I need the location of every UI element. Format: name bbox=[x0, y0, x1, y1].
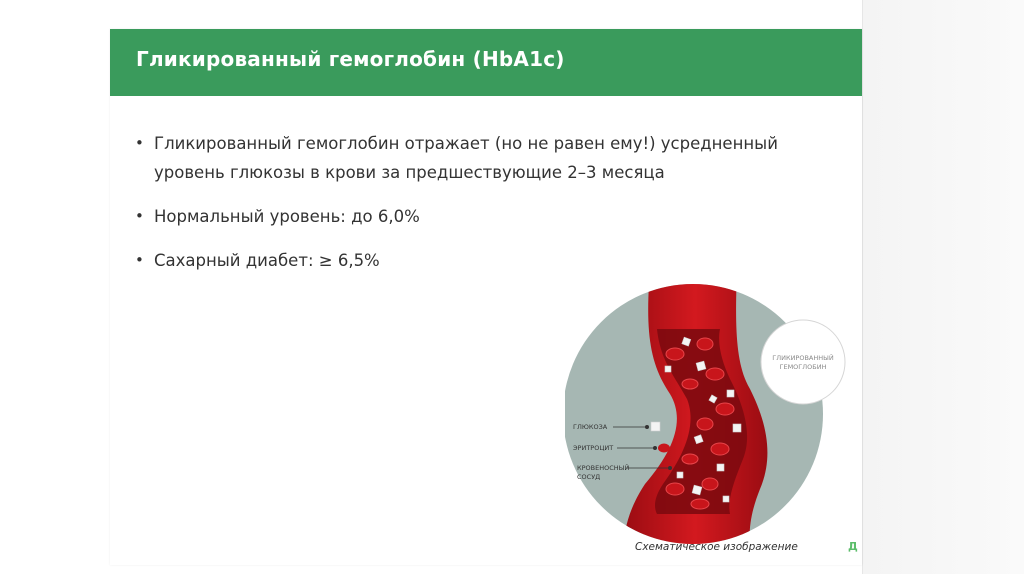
blood-vessel-svg bbox=[565, 274, 855, 564]
bullet-text: Сахарный диабет: ≥ 6,5% bbox=[154, 251, 380, 270]
bullet-text: Гликированный гемоглобин отражает (но не равен ему!) усредненный уровень глюкозы в крови за предшествующие 2–3 месяца bbox=[154, 134, 778, 182]
background-panel bbox=[862, 0, 1024, 574]
glucose-leader-dot bbox=[645, 425, 649, 429]
vessel-leader-dot bbox=[668, 466, 672, 470]
image-caption: Схематическое изображение bbox=[635, 541, 798, 553]
bullet-list bbox=[134, 129, 834, 290]
vessel-label-line2: СОСУД bbox=[577, 473, 601, 481]
callout-line1: ГЛИКИРОВАННЫЙ bbox=[772, 354, 834, 362]
slide-header bbox=[110, 29, 862, 96]
bullet-item bbox=[134, 129, 834, 187]
slide-title: Гликированный гемоглобин (HbA1c) bbox=[136, 47, 565, 71]
callout-bubble bbox=[761, 320, 845, 404]
callout-line2: ГЕМОГЛОБИН bbox=[779, 363, 827, 371]
bullet-marker: • bbox=[135, 251, 144, 269]
brand-logo-fragment: Д bbox=[848, 540, 858, 553]
glucose-icon bbox=[651, 422, 660, 431]
bullet-marker: • bbox=[135, 134, 144, 152]
blood-vessel-illustration bbox=[565, 274, 855, 564]
erythrocyte-label: ЭРИТРОЦИТ bbox=[573, 444, 614, 452]
erythrocyte-icon bbox=[658, 444, 670, 453]
bullet-marker: • bbox=[135, 207, 144, 225]
bullet-text: Нормальный уровень: до 6,0% bbox=[154, 207, 420, 226]
erythrocyte-leader-dot bbox=[653, 446, 657, 450]
bullet-item bbox=[134, 202, 834, 231]
vessel-label-line1: КРОВЕНОСНЫЙ bbox=[577, 464, 630, 472]
bullet-item bbox=[134, 246, 834, 275]
presentation-slide bbox=[110, 29, 862, 565]
glucose-label: ГЛЮКОЗА bbox=[573, 423, 608, 431]
